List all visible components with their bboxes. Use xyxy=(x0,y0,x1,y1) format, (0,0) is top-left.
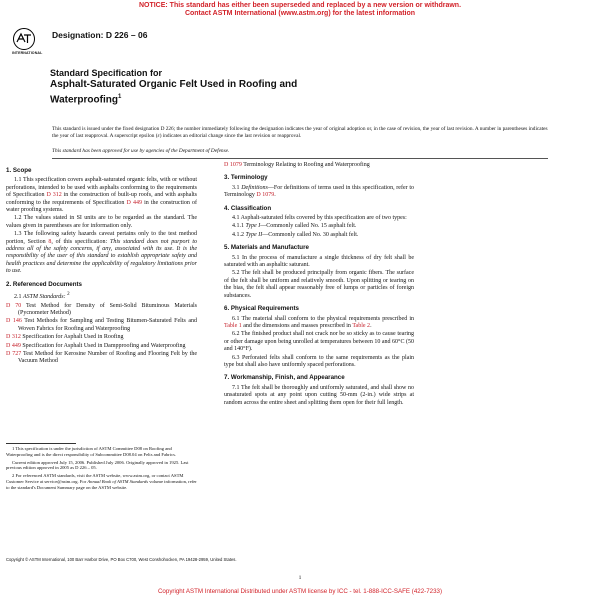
ref-link-d312-list[interactable]: D 312 xyxy=(6,334,21,341)
footnote-2: 2 For referenced ASTM standards, visit the ASTM website, www.astm.org, or contact ASTM Customer Service at service@astm.org. For Annual Book of ASTM Standards volume information, refer to the standard's Document Summary page on the ASTM website. xyxy=(6,473,197,490)
scope-1-1: 1.1 This specification covers asphalt-saturated organic felts, with or without perforations, intended to be used with asphalts conforming to the requirements of Specification D 312 in the construction of built-up roofs, and with asphalts conforming to the requirements of Specification D 449 in the construction of water proofing systems. xyxy=(6,177,197,214)
astm-logo xyxy=(12,28,43,55)
refdoc-item: D 727 Test Method for Kerosine Number of Roofing and Flooring Felt by the Vacuum Method xyxy=(6,350,197,365)
scope-1-3: 1.3 The following safety hazards caveat pertains only to the test method portion, Section 8, of this specification: This standard does not purport to address all of the safety concerns, if any, associated with its use. It is the responsibility of the user of this standard to establish appropriate safety and health practices and determine the applicability of regulatory limitations prior to use. xyxy=(6,231,197,275)
notice-line-1: NOTICE: This standard has either been superseded and replaced by a new version or withdrawn. xyxy=(138,2,462,9)
scope-1-2: 1.2 The values stated in SI units are to be regarded as the standard. The values given in parentheses are for information only. xyxy=(6,215,197,229)
ref-link-d727[interactable]: D 727 xyxy=(6,350,22,357)
refdoc-item: D 312 Specification for Asphalt Used in Roofing xyxy=(6,334,124,341)
footnote-divider xyxy=(6,443,76,444)
ref-link-d1079[interactable]: D 1079 xyxy=(224,162,242,168)
workmanship-7-1: 7.1 The felt shall be thoroughly and uniformly saturated, and shall show no unsaturated spots at any point upon cutting 50-mm (2-in.) wide strips at random across the entire sheet and splitting them open for their full length. xyxy=(224,384,414,406)
refdocs-sub: 2.1 ASTM Standards: $^2$ xyxy=(14,292,70,301)
materials-5-1: 5.1 In the process of manufacture a single thickness of dry felt shall be saturated with an asphaltic saturant. xyxy=(224,254,414,269)
title-line-1: Standard Specification for xyxy=(50,68,163,78)
physical-heading: 6. Physical Requirements xyxy=(224,305,299,313)
ref-link-d312[interactable]: D 312 xyxy=(46,192,62,199)
scope-heading: 1. Scope xyxy=(6,167,32,174)
footnote-1: 1 This specification is under the jurisdiction of ASTM Committee D08 on Roofing and Waterproofing and is the direct responsibility of Subcommittee D08.04 on Felts and Fabrics. xyxy=(6,446,177,457)
materials-heading: 5. Materials and Manufacture xyxy=(224,244,309,252)
refdoc-item: D 70 Test Method for Density of Semi-Solid Bituminous Materials (Pycnometer Method) xyxy=(6,302,197,316)
refdoc-item: D 146 Test Methods for Sampling and Testing Bitumen-Saturated Felts and Woven Fabrics for Roofing and Waterproofing xyxy=(6,318,197,332)
terminology-heading: 3. Terminology xyxy=(224,174,268,182)
workmanship-heading: 7. Workmanship, Finish, and Appearance xyxy=(224,374,345,382)
right-column xyxy=(224,162,414,408)
notice-line-2: Contact ASTM International (www.astm.org) for the latest information xyxy=(184,10,416,17)
footnotes xyxy=(6,446,197,493)
footnote-1b: Current edition approved July 15, 2006. Published July 2006. Originally approved in 1925. Last previous edition approved in 2005 as D 226 – 05. xyxy=(6,459,189,471)
refdocs-heading: 2. Referenced Documents xyxy=(6,280,82,288)
title-line-3: Waterproofing xyxy=(50,94,118,106)
ref-link-table-2[interactable]: Table 2 xyxy=(352,322,371,329)
copyright-line: Copyright © ASTM International, 100 Barr Harbor Drive, PO Box C700, West Conshohocken, PA 19428-2959, United States. xyxy=(6,557,237,562)
physical-6-2: 6.2 The finished product shall not crack nor be so sticky as to cause tearing or other damage upon being unrolled at temperatures between 10 and 60°C (50 and 140°F). xyxy=(224,331,414,353)
withdrawn-notice xyxy=(0,2,600,18)
classification-4-1-2: 4.1.2 Type II—Commonly called No. 30 asphalt felt. xyxy=(232,231,359,238)
header-divider xyxy=(52,158,548,159)
astm-logo-icon xyxy=(12,28,36,50)
issued-note: This standard is issued under the fixed designation D 226; the number immediately following the designation indicates the year of original adoption or, in the case of revision, the year of last revision. A number in parentheses indicates the year of last reapproval. A superscript epsilon (ε) indicates an editorial change since the last revision or reapproval. xyxy=(52,126,548,139)
license-notice: Copyright ASTM International Distributed under ASTM license by ICC - tel. 1-888-ICC-SAFE (422-7233) xyxy=(157,588,443,595)
refdoc-item: D 449 Specification for Asphalt Used in Dampproofing and Waterproofing xyxy=(6,342,186,349)
ref-link-section-8[interactable]: 8 xyxy=(48,238,52,245)
ref-link-d1079-term[interactable]: D 1079 xyxy=(256,192,275,199)
left-column xyxy=(6,162,197,367)
physical-6-1: 6.1 The material shall conform to the physical requirements prescribed in Table 1 and the dimensions and masses prescribed in Table 2. xyxy=(224,315,414,329)
materials-5-2: 5.2 The felt shall be produced principally from organic fibers. The surface of the felt shall be uniform and relatively smooth. Upon splitting or tearing on the bias, the felt shall appear reasonably free of lumps or particles of foreign substances. xyxy=(224,270,414,299)
ref-link-d70[interactable]: D 70 xyxy=(6,302,22,309)
classification-heading: 4. Classification xyxy=(224,204,272,212)
ref-link-d449-list[interactable]: D 449 xyxy=(6,342,21,349)
ref-link-d146[interactable]: D 146 xyxy=(6,318,22,325)
terminology-3-1: 3.1 Definitions—For definitions of terms used in this specification, refer to Terminology D 1079. xyxy=(224,184,414,199)
logo-caption: INTERNATIONAL xyxy=(12,51,43,55)
physical-6-3: 6.3 Perforated felts shall conform to the same requirements as the plain type but shall also have uniformly spaced perforations. xyxy=(224,354,414,368)
classification-4-1: 4.1 Asphalt-saturated felts covered by this specification are of two types: xyxy=(232,215,407,222)
page-number: 1 xyxy=(298,575,302,581)
document-title xyxy=(50,68,380,106)
ref-link-d449[interactable]: D 449 xyxy=(126,199,142,206)
ref-link-table-1[interactable]: Table 1 xyxy=(224,322,242,329)
refdoc-item: D 1079 Terminology Relating to Roofing and Waterproofing xyxy=(224,162,370,168)
designation: Designation: D 226 – 06 xyxy=(52,30,148,40)
title-line-2: Asphalt-Saturated Organic Felt Used in Roofing and xyxy=(50,79,298,90)
classification-4-1-1: 4.1.1 Type I—Commonly called No. 15 asphalt felt. xyxy=(232,223,357,230)
title-footnote-mark: 1 xyxy=(117,94,122,100)
approved-note: This standard has been approved for use by agencies of the Department of Defense. xyxy=(52,148,230,154)
